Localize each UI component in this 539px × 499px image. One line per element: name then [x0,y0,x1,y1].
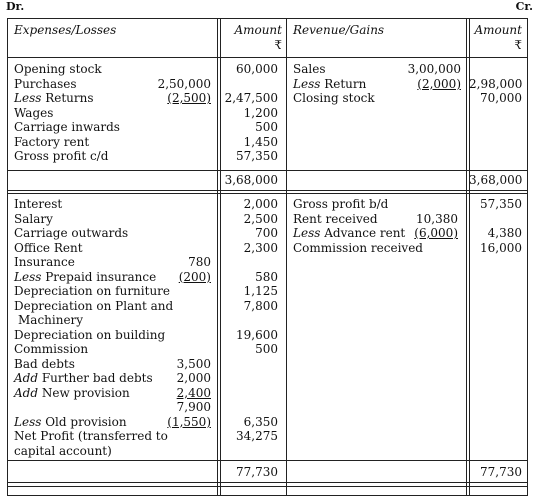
trading-total-left: 3,68,000 [224,173,278,187]
entry-amount: 60,000 [236,62,278,76]
entry-amount: 57,350 [480,197,522,211]
entry-label: Commission [14,342,89,356]
entry-label: Less Advance rent [293,226,406,240]
entry-label: Gross profit b/d [293,197,389,211]
entry-inner-amount: (1,550) [167,414,211,429]
entry-amount: 700 [255,226,278,240]
entry-label: Bad debts [14,356,75,371]
entry-inner-amount: 10,380 [416,211,458,226]
entry-label: Less Old provision [14,414,127,429]
entry-label: Sales [293,62,326,76]
col-header-revenue: Revenue/Gains [293,23,385,37]
entry-label: Closing stock [293,91,375,105]
entry-amount: 19,600 [236,327,278,342]
pnl-total-right: 77,730 [480,465,522,479]
credit-label: Cr. [515,0,533,13]
col-divider [217,19,218,495]
entry-inner-amount: 780 [188,255,211,269]
entry-label: Carriage inwards [14,120,120,134]
trading-total-right: 3,68,000 [469,173,523,187]
entry-label: Add New provision [14,385,130,400]
rupee-symbol: ₹ [274,38,282,52]
entry-amount: 34,275 [236,429,278,443]
entry-label: Less Returns [14,91,94,105]
col-divider [466,19,467,495]
entry-amount: 57,350 [236,149,278,163]
entry-amount: 16,000 [480,240,522,255]
col-header-amount: Amount [474,23,522,37]
pnl-total-left: 77,730 [236,465,278,479]
entry-label: Purchases [14,76,77,91]
entry-inner-amount: 7,900 [176,400,211,414]
entry-label: Opening stock [14,62,102,76]
entry-amount: 7,800 [243,298,278,313]
entry-amount: 2,47,500 [224,91,278,105]
entry-label: Office Rent [14,240,83,255]
entry-inner-amount: 2,400 [176,385,211,400]
col-divider [286,19,287,495]
entry-amount: 500 [255,120,278,134]
pnl-subtotal-rule [8,460,527,461]
entry-label: Depreciation on Plant and [14,298,174,313]
entry-amount: 1,450 [243,134,278,149]
entry-label: Less Prepaid insurance [14,269,157,284]
entry-label: capital account) [14,443,112,458]
entry-inner-amount: 3,00,000 [407,62,461,76]
entry-label: Depreciation on furniture [14,284,171,298]
col-header-amount: Amount [234,23,282,37]
entry-label: Add Further bad debts [14,371,153,385]
entry-amount: 2,300 [243,240,278,255]
entry-amount: 2,000 [243,197,278,211]
entry-label: Rent received [293,211,378,226]
entry-inner-amount: (200) [178,269,211,284]
entry-amount: 500 [255,342,278,356]
trading-total-rule [8,190,527,191]
entry-label: Machinery [18,313,84,327]
entry-amount: 1,125 [243,284,278,298]
entry-amount: 6,350 [243,414,278,429]
entry-label: Factory rent [14,134,90,149]
entry-label: Depreciation on building [14,327,166,342]
entry-label: Gross profit c/d [14,149,109,163]
entry-label: Salary [14,211,53,226]
pnl-total-rule [8,486,527,487]
entry-amount: 2,98,000 [469,76,523,91]
trading-total-rule [8,193,527,194]
account-table [7,18,528,496]
header-rule [8,57,527,58]
trading-subtotal-rule [8,170,527,171]
entry-label: Commission received [293,240,423,255]
entry-inner-amount: 2,50,000 [157,76,211,91]
entry-label: Interest [14,197,63,211]
debit-label: Dr. [6,0,25,13]
entry-label: Less Return [293,76,367,91]
entry-amount: 1,200 [243,105,278,120]
entry-label: Net Profit (transferred to [14,429,168,443]
entry-amount: 4,380 [487,226,522,240]
entry-amount: 70,000 [480,91,522,105]
entry-label: Insurance [14,255,75,269]
rupee-symbol: ₹ [514,38,522,52]
col-header-expenses: Expenses/Losses [14,23,117,37]
entry-amount: 580 [255,269,278,284]
entry-inner-amount: (2,000) [417,76,461,91]
entry-inner-amount: (6,000) [414,226,458,240]
pnl-total-rule [8,482,527,483]
entry-inner-amount: (2,500) [167,91,211,105]
entry-inner-amount: 2,000 [176,371,211,385]
entry-inner-amount: 3,500 [176,356,211,371]
entry-label: Carriage outwards [14,226,129,240]
entry-amount: 2,500 [243,211,278,226]
entry-label: Wages [14,105,54,120]
